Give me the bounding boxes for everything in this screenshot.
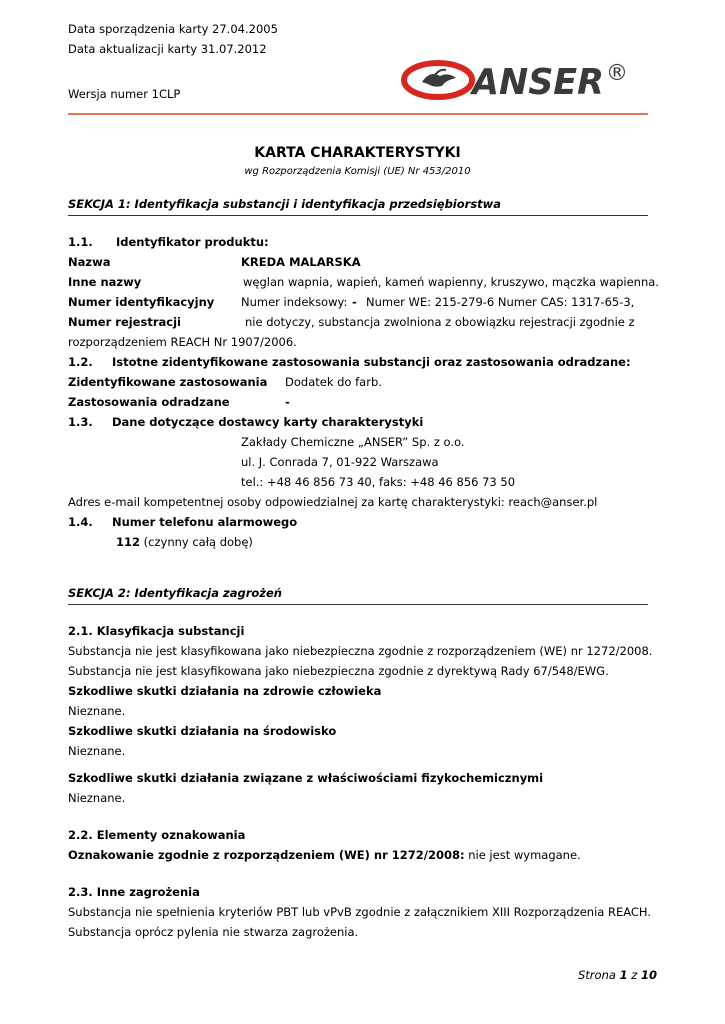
advised-against-label: Zastosowania odradzane [68, 395, 230, 409]
phys-effects-value: Nieznane. [68, 791, 126, 805]
s13-number: 1.3. [68, 415, 93, 429]
page-of: z [631, 968, 638, 982]
document-title: KARTA CHARAKTERYSTYKI [254, 145, 461, 161]
advised-against-value: - [285, 395, 290, 409]
id-number-value: Numer WE: 215-279-6 Numer CAS: 1317-65-3, [366, 295, 635, 309]
name-label: Nazwa [68, 255, 111, 269]
s14-title: Numer telefonu alarmowego [112, 515, 298, 529]
index-number-dash: - [352, 295, 357, 309]
env-effects-value: Nieznane. [68, 744, 126, 758]
version-number: Wersja numer 1CLP [68, 87, 181, 101]
s21-line2: Substancja nie jest klasyfikowana jako niebezpieczna zgodnie z dyrektywą Rady 67/548/EWG. [68, 664, 609, 678]
anser-logo [400, 58, 628, 102]
s11-number: 1.1. [68, 235, 93, 249]
update-date: Data aktualizacji karty 31.07.2012 [68, 42, 267, 56]
index-number-label: Numer indeksowy: [241, 295, 348, 309]
other-names-label: Inne nazwy [68, 275, 142, 289]
s12-number: 1.2. [68, 355, 93, 369]
supplier-phone: tel.: +48 46 856 73 40, faks: +48 46 856 73 50 [241, 475, 516, 489]
section2-divider [68, 604, 648, 605]
other-names-value: węglan wapnia, wapień, kameń wapienny, kruszywo, mączka wapienna. [243, 275, 659, 289]
header-divider [68, 113, 648, 115]
phys-effects-title: Szkodliwe skutki działania związane z właściwościami fizykochemicznymi [68, 771, 544, 785]
s11-title: Identyfikator produktu: [116, 235, 269, 249]
email-line: Adres e-mail kompetentnej osoby odpowiedzialnej za kartę charakterystyki: reach@anser.pl [68, 495, 598, 509]
logo-text: ANSER [469, 62, 604, 102]
s22-line [68, 848, 581, 862]
section1-divider [68, 215, 648, 216]
creation-date: Data sporządzenia karty 27.04.2005 [68, 22, 278, 36]
health-effects-title: Szkodliwe skutki działania na zdrowie człowieka [68, 684, 382, 698]
registration-value: nie dotyczy, substancja zwolniona z obowiązku rejestracji zgodnie z [245, 315, 635, 329]
id-number-label: Numer identyfikacyjny [68, 295, 215, 309]
registration-cont: rozporządzeniem REACH Nr 1907/2006. [68, 335, 297, 349]
health-effects-value: Nieznane. [68, 704, 126, 718]
name-value: KREDA MALARSKA [241, 255, 361, 269]
s21-line1: Substancja nie jest klasyfikowana jako niebezpieczna zgodnie z rozporządzeniem (WE) nr 1272/2008. [68, 644, 653, 658]
s23-title: 2.3. Inne zagrożenia [68, 885, 200, 899]
uses-value: Dodatek do farb. [285, 375, 382, 389]
section1-heading: SEKCJA 1: Identyfikacja substancji i identyfikacja przedsiębiorstwa [68, 197, 502, 211]
env-effects-title: Szkodliwe skutki działania na środowisko [68, 724, 337, 738]
s22-title: 2.2. Elementy oznakowania [68, 828, 246, 842]
document-subtitle: wg Rozporządzenia Komisji (UE) Nr 453/2010 [244, 166, 471, 177]
emergency-number: 112 [116, 535, 141, 549]
registered-mark: ® [606, 61, 628, 86]
registration-label: Numer rejestracji [68, 315, 181, 329]
supplier-name: Zakłady Chemiczne „ANSER” Sp. z o.o. [241, 435, 465, 449]
emergency-line [116, 535, 253, 549]
supplier-address: ul. J. Conrada 7, 01-922 Warszawa [241, 455, 439, 469]
s21-title: 2.1. Klasyfikacja substancji [68, 624, 245, 638]
s14-number: 1.4. [68, 515, 93, 529]
emergency-note: (czynny całą dobę) [143, 535, 253, 549]
s12-title: Istotne zidentyfikowane zastosowania substancji oraz zastosowania odradzane: [112, 355, 631, 369]
s23-line1: Substancja nie spełnienia kryteriów PBT lub vPvB zgodnie z załącznikiem XIII Rozporządzenia REACH. [68, 905, 652, 919]
page-number [578, 968, 657, 982]
section2-heading: SEKCJA 2: Identyfikacja zagrożeń [68, 586, 282, 600]
uses-label: Zidentyfikowane zastosowania [68, 375, 268, 389]
s22-value: nie jest wymagane. [468, 848, 581, 862]
page-total: 10 [640, 968, 657, 982]
s22-label: Oznakowanie zgodnie z rozporządzeniem (WE) nr 1272/2008: [68, 848, 465, 862]
page-word: Strona [578, 968, 616, 982]
s13-title: Dane dotyczące dostawcy karty charakterystyki [112, 415, 424, 429]
page-current: 1 [619, 968, 628, 982]
s23-line2: Substancja oprócz pylenia nie stwarza zagrożenia. [68, 925, 359, 939]
